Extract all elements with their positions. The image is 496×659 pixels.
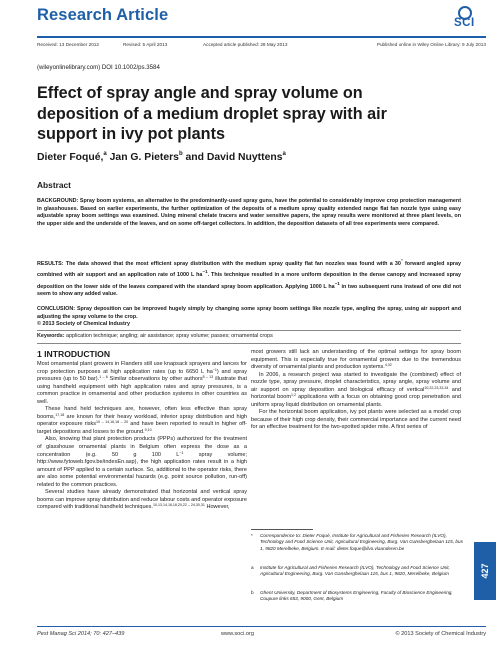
footnote-mark: * <box>251 533 253 538</box>
citation[interactable]: 10,22,23,33,34 <box>424 385 449 390</box>
citation[interactable]: 9,10 <box>144 427 152 432</box>
abstract-copyright: © 2013 Society of Chemical Industry <box>37 321 130 328</box>
text-run: Similar observations by other authors <box>107 376 203 383</box>
text-run: ) and spray pressures (up to 50 bar). <box>37 368 247 383</box>
citation[interactable]: 1 – 6 <box>99 375 108 380</box>
abstract-divider <box>37 330 461 331</box>
text-run: For the horizontal boom application, ivy pot plants were selected as a model crop because of their high crop density, their commercial importance and the current need for an effective treatment for the two-spotted spider mite. A first series of <box>251 409 461 431</box>
doi-line[interactable]: (wileyonlinelibrary.com) DOI 10.1002/ps.3584 <box>37 64 160 71</box>
author-list <box>37 152 286 163</box>
text-run: applications with a focus on obtaining good crop penetration and uniform spray liquid distribution on ornamental plants. <box>251 394 461 408</box>
footnote-text: Correspondence to: Dieter Foqué, Institute for Agricultural and Fisheries Research (ILVO), Technology and Food Science Unit, Agricultural Engineering, Burg. Van Gansberghelaan 115, bus 1, 9820 Merelbeke, Belgium. E-mail: dieter.foque@ilvo.vlaanderen.be <box>260 533 463 551</box>
author-name[interactable]: Dieter Foqué, <box>37 152 104 163</box>
author-affiliation-mark: b <box>178 151 183 157</box>
text-run: are known for their heavy workload, inferior spray distribution and high operator exposure risks <box>37 413 247 428</box>
background-text: Spray boom systems, an alternative to the predominantly-used spray guns, have the potential to considerably improve crop protection management in glasshouses. Based on earlier experiments, the further optimization of the deposits of a medium spray quality extended range flat fan nozzle type using easy adjustable spray boom settings was examined. Using mineral chelate tracers and water sensitive papers, the spray results were monitored at three plant levels, on the upper side and the underside of the leaves, and on some off-target collectors. In addition, the deposition datasets of all tree experiments were compared. <box>37 198 461 227</box>
date-received: Received: 13 December 2012 <box>37 42 100 47</box>
conclusion-text: Spray deposition can be improved hugely simply by changing some spray boom settings like nozzle type, angling the spray, using air support and adjusting the spray volume to the crop. <box>37 306 461 320</box>
paragraph <box>251 349 461 372</box>
paragraph <box>37 361 247 406</box>
abstract-results <box>37 257 461 299</box>
citation[interactable]: 4,32 <box>384 363 392 368</box>
author-affiliation-mark: a <box>282 151 286 157</box>
section-label: Research Article <box>37 6 169 24</box>
text-run: illustrate that using handheld equipment with high application rates and spray pressures, is a common practice in ornamental and other production systems in other countries as well. <box>37 376 247 405</box>
citation[interactable]: 17,18 <box>55 412 65 417</box>
results-text: . This technique resulted in a more uniform deposition in the dense canopy and increased spray deposition on the lower side of the leaves compared with the standard spray boom application. Applying 1000 L ha <box>37 272 461 290</box>
footer-journal: Pest Manag Sci 2014; 70: 427–439 <box>37 631 125 637</box>
paragraph <box>251 409 461 432</box>
footnote-affiliation-b <box>251 590 463 603</box>
unit-exponent: −1 <box>334 280 340 286</box>
text-run: Also, knowing that plant protection products (PPPs) authorized for the treatment of glasshouse ornamental plants in Belgium often express the dose as a concentration (e.g. 50 g 100 L <box>37 436 247 458</box>
author-affiliation-mark: a <box>103 151 107 157</box>
author-separator: and <box>182 152 207 163</box>
text-run: and horizontal boom <box>251 386 462 401</box>
sci-logo <box>449 6 489 32</box>
abstract-background <box>37 198 461 228</box>
section-heading-introduction: 1 INTRODUCTION <box>37 349 111 359</box>
footnote-divider <box>251 529 313 530</box>
abstract-conclusion <box>37 306 461 329</box>
footer-copyright: © 2013 Society of Chemical Industry <box>395 631 486 637</box>
results-label: RESULTS: <box>37 260 64 267</box>
article-dates <box>37 42 486 50</box>
results-text: forward angled spray combined with air support and an application rate of 1000 L ha <box>37 260 461 279</box>
paragraph <box>251 372 461 410</box>
logo-text: SCI <box>454 17 475 29</box>
article-title: Effect of spray angle and spray volume on deposition of a medium droplet spray with air support in ivy pot plants <box>37 84 387 143</box>
keywords <box>37 333 461 341</box>
column-left <box>37 361 247 512</box>
abstract-heading: Abstract <box>37 180 71 190</box>
author-name[interactable]: Jan G. Pieters <box>109 152 179 163</box>
footnote-text: Ghent University, Department of Biosystems Engineering, Faculty of Bioscience Engineering, Coupure links 653, 9000, Gent, Belgium <box>260 590 453 602</box>
unit-exponent: −1 <box>179 450 184 455</box>
author-name[interactable]: David Nuyttens <box>206 152 283 163</box>
footnote-correspondence <box>251 533 463 552</box>
footer-url[interactable]: www.soci.org <box>221 631 254 637</box>
citation[interactable]: 1,2 <box>291 393 296 398</box>
results-text: in two subsequent runs instead of one did not seem to show any added value. <box>37 283 461 298</box>
keywords-label: Keywords: <box>37 333 65 339</box>
paragraph <box>37 489 247 512</box>
unit-exponent: −1 <box>202 269 208 275</box>
footnote-mark: b <box>251 590 254 595</box>
text-run: spray volume; http://www.fytoweb.fgov.be/indexEn.asp), the high application rates result in a high amount of PPP applied to a certain surface. So, additional to the operator risks, there are also some potential environmental hazards (e.g. point source pollution, run-off) related to the common practices. <box>37 451 247 488</box>
date-accepted: Accepted article published: 28 May 2013 <box>203 42 288 47</box>
footnote-mark: a <box>251 565 254 570</box>
footer-rule <box>37 626 486 627</box>
citation[interactable]: 10 – 14,16,18 – 20 <box>96 420 129 425</box>
conclusion-label: CONCLUSION: <box>37 306 76 312</box>
page-number-tab <box>474 542 496 600</box>
date-published: Published online in Wiley Online Library: 9 July 2013 <box>376 42 486 47</box>
text-run: and have been reported to result in higher off-target depositions and losses to the ground. <box>37 421 247 435</box>
page-number: 427 <box>480 563 490 579</box>
text-run: In 2006, a research project was started to investigate the (combined) effect of nozzle type, spray pressure, droplet characteristics, spray angle, spray volume and air support on spray deposition and biological efficacy of vertical <box>251 371 461 393</box>
column-right <box>251 349 461 432</box>
citation[interactable]: 10,13,14,16,18,20,22 – 24,30,31 <box>152 503 205 508</box>
header-rule <box>37 36 486 38</box>
text-run: These hand held techniques are, however, often less effective than spray booms, <box>37 406 247 420</box>
paragraph <box>37 406 247 436</box>
background-label: BACKGROUND: <box>37 198 79 204</box>
keywords-text: application technique; angling; air assistance; spray volume; passes; ornamental crops <box>64 333 273 339</box>
text-run: Several studies have already demonstrated that horizontal and vertical spray booms can improve spray distribution and reduce labour costs and operator exposure compared with traditional handheld techniques. <box>37 489 247 511</box>
citation[interactable]: 5 – 13 <box>202 375 214 380</box>
degree-sign: ° <box>400 258 403 263</box>
text-run: Most ornamental plant growers in Flanders still use knapsack sprayers and lances for crop protection purposes at high application rates (up to 6650 L ha <box>37 361 247 375</box>
keywords-divider <box>37 343 461 344</box>
date-revised: Revised: 5 April 2013 <box>123 42 168 47</box>
footnote-affiliation-a <box>251 565 463 578</box>
text-run: most growers still lack an understanding of the optimal settings for spray boom equipment. This is especially true for ornamental growers due to the tremendous diversity of ornamental plants and production systems. <box>251 349 461 371</box>
unit-exponent: −1 <box>212 367 217 372</box>
paragraph <box>37 436 247 489</box>
results-text: The data showed that the most efficient spray distribution with the medium spray quality flat fan nozzles was found with a 30 <box>63 260 401 267</box>
footnote-text: Institute for Agricultural and Fisheries Research (ILVO), Technology and Food Science Unit, Agricultural Engineering, Burg. Van Gansberghelaan 115, bus 1, 9820, Merelbeke, Belgium <box>260 565 450 577</box>
text-run: However, <box>204 504 230 511</box>
